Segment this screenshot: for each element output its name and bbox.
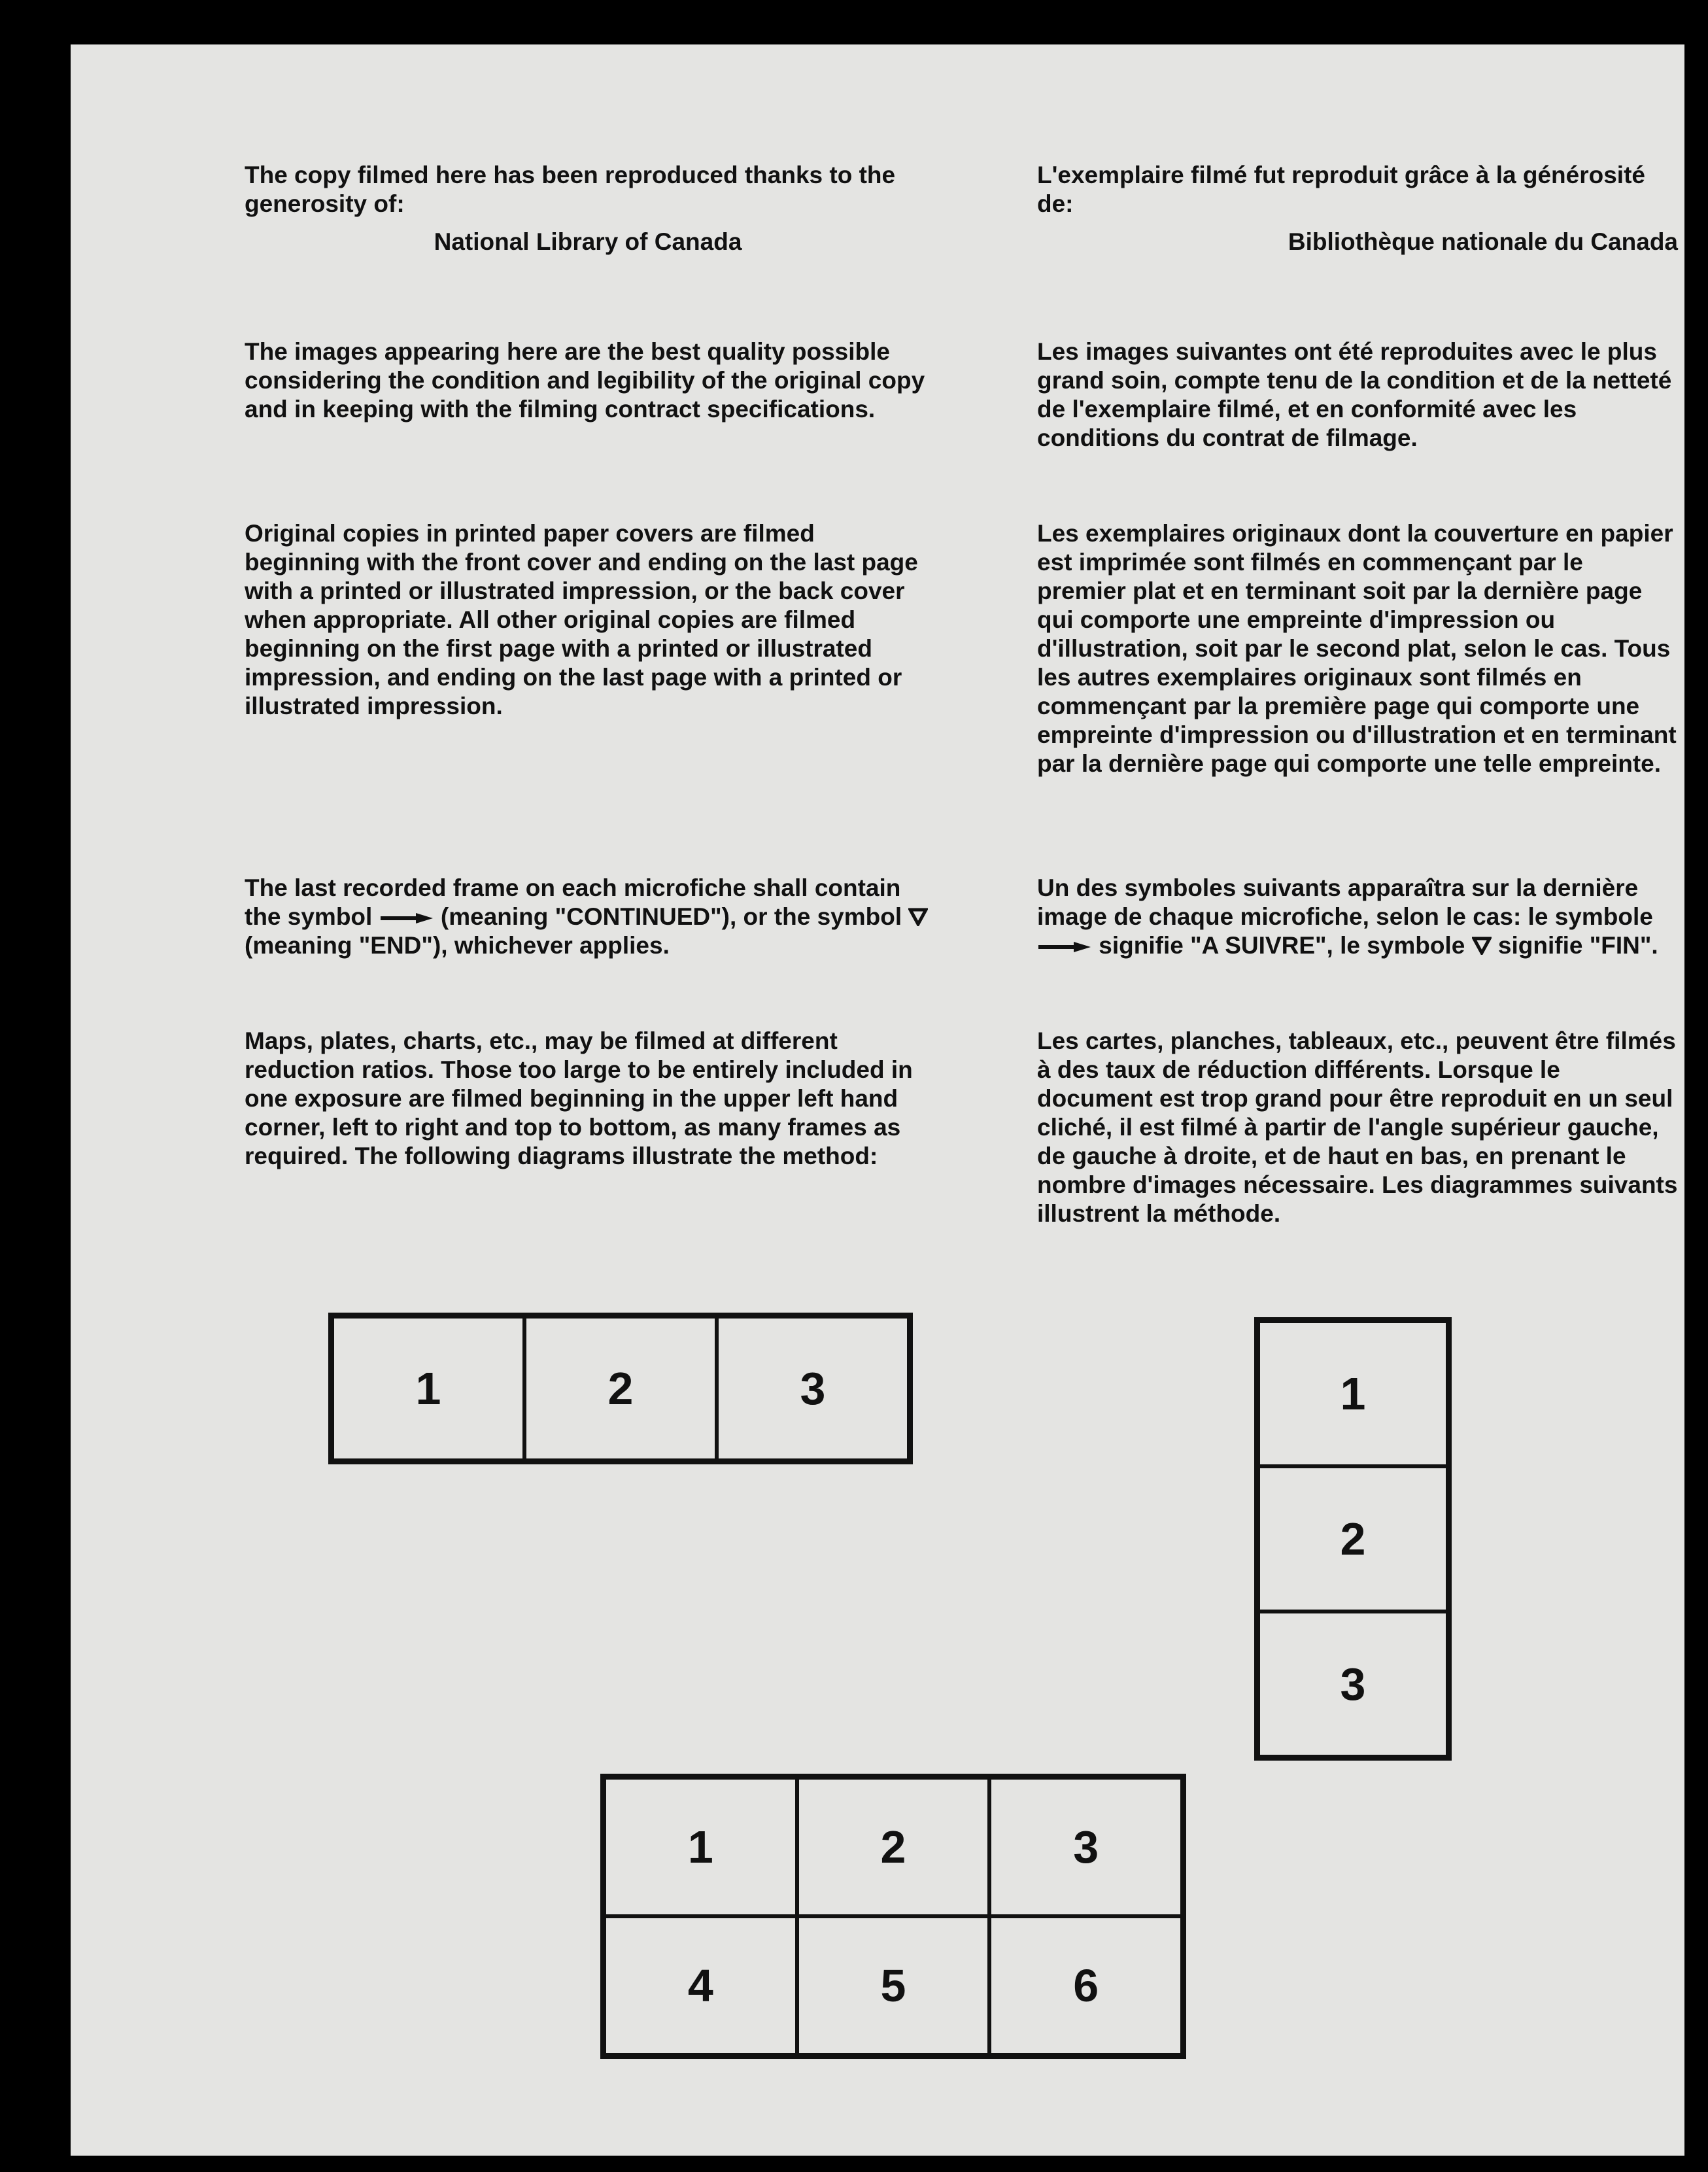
diagram-row-cell: 3 xyxy=(717,1317,909,1460)
fr-symbols-notice xyxy=(1037,874,1678,960)
fr-acknowledgement-text: L'exemplaire filmé fut reproduit grâce à la générosité de: xyxy=(1037,162,1645,217)
en-maps-notice xyxy=(245,1027,931,1171)
page-sheet xyxy=(71,44,1684,2156)
a-suivre-arrow-icon xyxy=(1037,940,1092,954)
fr-quality-notice xyxy=(1037,337,1678,453)
en-symbols-part-c: (meaning "END"), whichever applies. xyxy=(245,932,670,959)
fr-symbols-text xyxy=(1037,874,1678,960)
fr-maps-notice xyxy=(1037,1027,1678,1228)
diagram-grid-cell: 4 xyxy=(604,1916,797,2055)
diagram-grid-cell: 5 xyxy=(797,1916,990,2055)
en-symbols-text xyxy=(245,874,931,960)
fr-acknowledgement xyxy=(1037,161,1678,256)
end-triangle-icon xyxy=(908,908,928,926)
fr-symbols-part-b: signifie "A SUIVRE", le symbole xyxy=(1099,932,1465,959)
diagram-grid-cell: 2 xyxy=(797,1778,990,1916)
diagram-row-cell: 1 xyxy=(332,1317,524,1460)
en-filming-order-text: Original copies in printed paper covers are filmed beginning with the front cover and ending on the last page with a printed or illustrated impression, or the back cover when appropriate. All other original copies are filmed beginning on the first page with a printed or illustrated impression, and ending on the last page with a printed or illustrated impression. xyxy=(245,520,918,719)
en-symbols-part-a: The last recorded frame on each microfiche shall contain the symbol xyxy=(245,874,901,930)
diagram-grid xyxy=(600,1774,1186,2059)
en-filming-order xyxy=(245,519,931,721)
diagram-grid-cell: 3 xyxy=(989,1778,1182,1916)
fin-triangle-icon xyxy=(1472,937,1492,955)
fr-quality-text: Les images suivantes ont été reproduites avec le plus grand soin, compte tenu de la condition et de la netteté de l'exemplaire filmé, et en conformité avec les conditions du contrat de filmage. xyxy=(1037,338,1672,451)
fr-maps-text: Les cartes, planches, tableaux, etc., peuvent être filmés à des taux de réduction différents. Lorsque le document est trop grand pour être reproduit en un seul cliché, il est filmé à partir de l'angle supérieur gauche, de gauche à droite, et de haut en bas, en prenant le nombre d'images nécessaire. Les diagrammes suivants illustrent la méthode. xyxy=(1037,1027,1678,1227)
diagram-column-cell: 2 xyxy=(1258,1466,1448,1612)
diagram-row xyxy=(328,1313,913,1464)
diagram-column-cell: 3 xyxy=(1258,1612,1448,1757)
diagram-grid-cell: 1 xyxy=(604,1778,797,1916)
fr-filming-order xyxy=(1037,519,1678,778)
en-acknowledgement-text: The copy filmed here has been reproduced thanks to the generosity of: xyxy=(245,162,896,217)
diagram-column-cell: 1 xyxy=(1258,1321,1448,1466)
diagram-row-cell: 2 xyxy=(524,1317,717,1460)
fr-institution-name: Bibliothèque nationale du Canada xyxy=(1288,228,1678,255)
en-institution-name: National Library of Canada xyxy=(434,228,742,255)
en-maps-text: Maps, plates, charts, etc., may be filmed at different reduction ratios. Those too large to be entirely included in one exposure are filmed beginning in the upper left hand corner, left to right and top to bottom, as many frames as required. The following diagrams illustrate the method: xyxy=(245,1027,913,1169)
fr-symbols-part-c: signifie "FIN". xyxy=(1497,932,1658,959)
continued-arrow-icon xyxy=(379,912,434,925)
en-acknowledgement xyxy=(245,161,931,256)
fr-symbols-part-a: Un des symboles suivants apparaîtra sur la dernière image de chaque microfiche, selon le cas: le symbole xyxy=(1037,874,1653,930)
en-quality-notice xyxy=(245,337,931,424)
en-symbols-part-b: (meaning "CONTINUED"), or the symbol xyxy=(440,903,902,930)
en-symbols-notice xyxy=(245,874,931,960)
diagram-grid-cell: 6 xyxy=(989,1916,1182,2055)
diagram-column xyxy=(1254,1317,1452,1761)
en-quality-text: The images appearing here are the best quality possible considering the condition and legibility of the original copy and in keeping with the filming contract specifications. xyxy=(245,338,925,422)
fr-filming-order-text: Les exemplaires originaux dont la couverture en papier est imprimée sont filmés en commençant par le premier plat et en terminant soit par la dernière page qui comporte une empreinte d'impression ou d'illustration, soit par le second plat, selon le cas. Tous les autres exemplaires originaux sont filmés en commençant par la première page qui comporte une empreinte d'impression ou d'illustration et en terminant par la dernière page qui comporte une telle empreinte. xyxy=(1037,520,1677,777)
